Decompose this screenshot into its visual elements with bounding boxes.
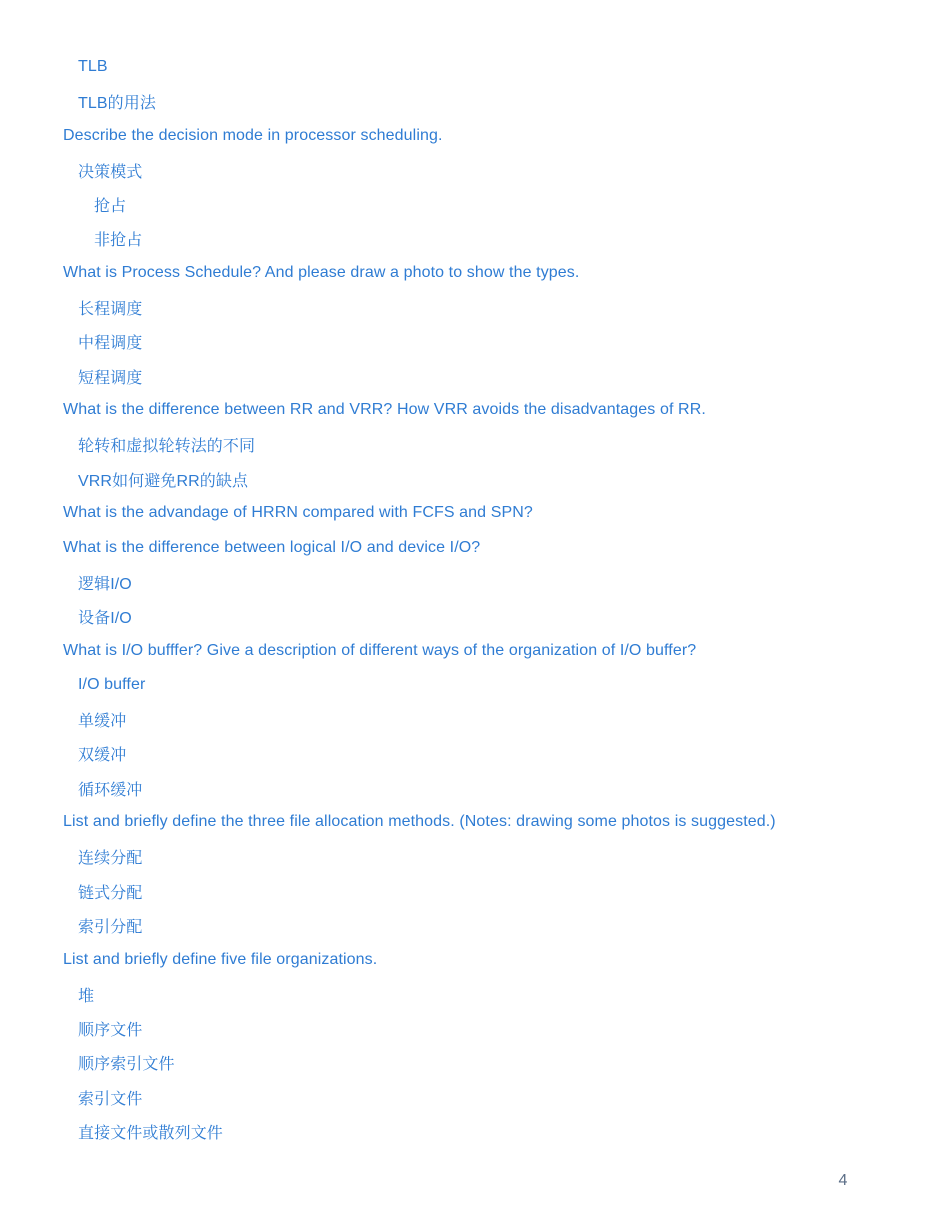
outline-item (0, 462, 950, 496)
outline-item (0, 1011, 950, 1045)
outline-item (0, 874, 950, 908)
outline-item-text: Describe the decision mode in processor scheduling. (63, 126, 443, 144)
outline-item (0, 496, 950, 530)
outline-item (0, 50, 950, 84)
outline-item-text: 轮转和虚拟轮转法的不同 (78, 438, 256, 456)
outline-item-text: What is I/O bufffer? Give a description of different ways of the organization of I/O buffer? (63, 641, 697, 659)
outline-item-text: 索引文件 (78, 1090, 143, 1108)
outline-item (0, 599, 950, 633)
outline-item-text: I/O buffer (78, 676, 146, 694)
outline-item (0, 531, 950, 565)
outline-item-text: What is the advandage of HRRN compared with FCFS and SPN? (63, 504, 533, 522)
outline-item-text: What is the difference between RR and VRR? How VRR avoids the disadvantages of RR. (63, 401, 706, 419)
outline-item (0, 119, 950, 153)
outline-item (0, 84, 950, 118)
outline-item (0, 908, 950, 942)
page-number: 4 (838, 1172, 848, 1189)
outline-item-text: 中程调度 (78, 335, 143, 353)
outline-item-text: 顺序索引文件 (78, 1056, 175, 1074)
outline-item (0, 428, 950, 462)
outline-item-text: TLB的用法 (78, 94, 156, 112)
outline-item (0, 668, 950, 702)
outline-item (0, 187, 950, 221)
outline-item-text: 非抢占 (94, 232, 143, 250)
outline-item-text: What is Process Schedule? And please draw a photo to show the types. (63, 264, 580, 282)
outline-item (0, 359, 950, 393)
outline-item (0, 1046, 950, 1080)
outline-item-text: 抢占 (94, 197, 127, 215)
outline-item-text: 顺序文件 (78, 1021, 143, 1039)
outline-item (0, 805, 950, 839)
outline-list (0, 50, 950, 1149)
outline-item (0, 943, 950, 977)
outline-item (0, 1114, 950, 1148)
outline-item-text: 短程调度 (78, 369, 143, 387)
outline-item-text: 决策模式 (78, 163, 143, 181)
outline-item-text: 链式分配 (78, 884, 143, 902)
outline-item (0, 634, 950, 668)
outline-item (0, 256, 950, 290)
outline-item (0, 153, 950, 187)
outline-item (0, 702, 950, 736)
outline-item-text: 直接文件或散列文件 (78, 1124, 223, 1142)
outline-item (0, 565, 950, 599)
outline-item-text: What is the difference between logical I/O and device I/O? (63, 538, 481, 556)
outline-item-text: List and briefly define the three file allocation methods. (Notes: drawing some photos is suggested.) (63, 813, 776, 831)
outline-item-text: 索引分配 (78, 918, 143, 936)
outline-item (0, 977, 950, 1011)
outline-item-text: TLB (78, 58, 108, 76)
outline-item (0, 290, 950, 324)
outline-item-text: 循环缓冲 (78, 781, 143, 799)
outline-item (0, 325, 950, 359)
outline-item-text: VRR如何避免RR的缺点 (78, 472, 249, 490)
outline-item-text: 单缓冲 (78, 712, 127, 730)
outline-item (0, 222, 950, 256)
outline-item-text: List and briefly define five file organizations. (63, 950, 378, 968)
outline-item (0, 1080, 950, 1114)
outline-item (0, 737, 950, 771)
outline-item (0, 840, 950, 874)
outline-item-text: 连续分配 (78, 850, 143, 868)
outline-item-text: 设备I/O (78, 609, 132, 627)
outline-item-text: 双缓冲 (78, 747, 127, 765)
outline-item-text: 堆 (78, 987, 95, 1005)
outline-item-text: 逻辑I/O (78, 575, 132, 593)
outline-item-text: 长程调度 (78, 300, 143, 318)
outline-item (0, 771, 950, 805)
outline-item (0, 393, 950, 427)
